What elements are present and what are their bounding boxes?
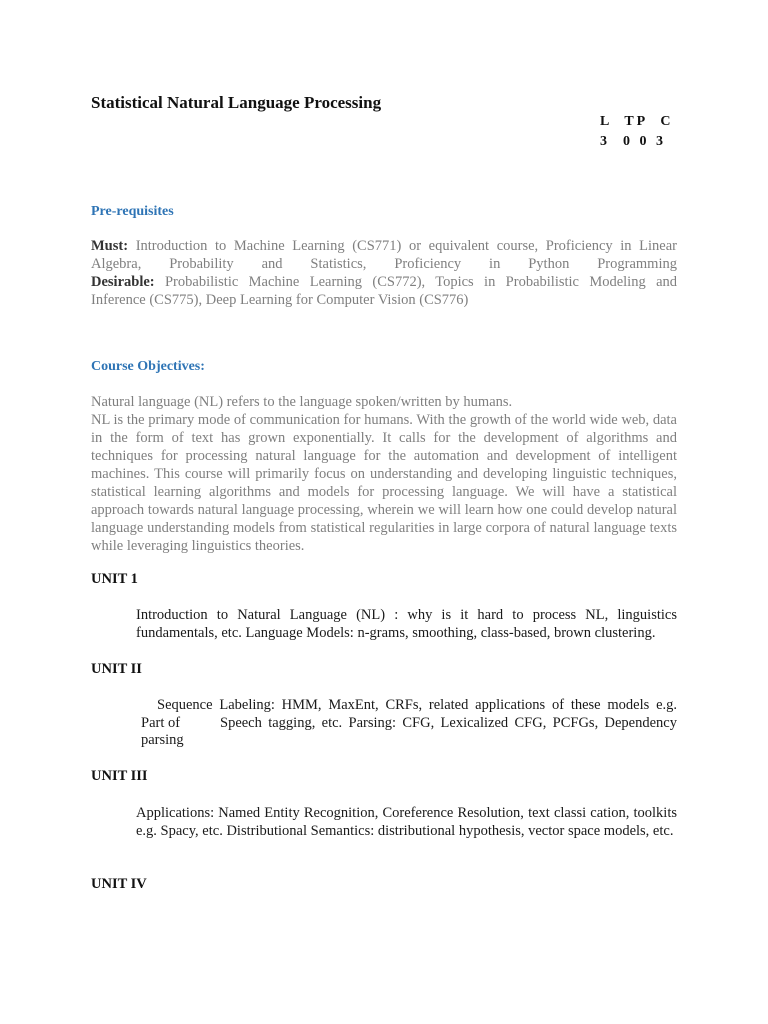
prerequisites-heading: Pre-requisites (91, 204, 174, 219)
ltpc-values: 3 0 0 3 (600, 134, 666, 149)
unit-1-body: Introduction to Natural Language (NL) : why is it hard to process NL, linguistics fundamentals, etc. Language Models: n-grams, smoothing, class-based, brown clustering. (136, 607, 677, 641)
unit-2-line-1: Sequence Labeling: HMM, MaxEnt, CRFs, related applications of these models e.g. (157, 697, 677, 713)
must-line-1 (91, 237, 677, 255)
unit-3-body: Applications: Named Entity Recognition, Coreference Resolution, text classi cation, toolkits e.g. Spacy, etc. Distributional Semantics: distributional hypothesis, vector space models, etc. (136, 805, 677, 839)
unit-4-heading: UNIT IV (91, 876, 147, 892)
unit-3-heading: UNIT III (91, 768, 148, 784)
must-label: Must: (91, 238, 129, 254)
prerequisites-text (91, 237, 677, 309)
desirable-label: Desirable: (91, 274, 155, 290)
objectives-heading: Course Objectives: (91, 359, 205, 374)
unit-2-line-3: parsing (141, 732, 184, 748)
ltpc-header: L TP C (600, 114, 674, 129)
desirable-text-1: Probabilistic Machine Learning (CS772), Topics in Probabilistic Modeling and (164, 274, 677, 290)
ltpc-table (600, 112, 674, 152)
unit-2-line-2a: Part of (141, 714, 181, 731)
unit-2-line-2 (141, 715, 677, 733)
objectives-body: NL is the primary mode of communication for humans. With the growth of the world wide web, data in the form of text has grown exponentially. It calls for the development of algorithms and techniques for processing natural language for the automation and development of intelligent machines. This course will primarily focus on understanding and developing linguistic techniques, statistical learning algorithms and models for processing language. We will have a statistical approach towards natural language processing, wherein we will learn how one could develop natural language understanding models from statistical regularities in large corpora of natural language texts while leveraging linguistics theories. (91, 412, 677, 554)
must-line-2: Algebra, Probability and Statistics, Proficiency in Python Programming (91, 256, 677, 272)
objectives-text (91, 393, 677, 555)
unit-2-body (141, 697, 677, 750)
page-title: Statistical Natural Language Processing (91, 93, 382, 112)
unit-2-line-2b: Speech tagging, etc. Parsing: CFG, Lexicalized CFG, PCFGs, Dependency (220, 714, 677, 731)
unit-1-heading: UNIT 1 (91, 571, 138, 587)
desirable-line-2: Inference (CS775), Deep Learning for Computer Vision (CS776) (91, 292, 469, 308)
desirable-line-1 (91, 273, 677, 291)
unit-2-heading: UNIT II (91, 661, 142, 677)
objectives-line-1: Natural language (NL) refers to the language spoken/written by humans. (91, 394, 513, 410)
must-text-1: Introduction to Machine Learning (CS771) or equivalent course, Proficiency in Linear (135, 238, 677, 254)
